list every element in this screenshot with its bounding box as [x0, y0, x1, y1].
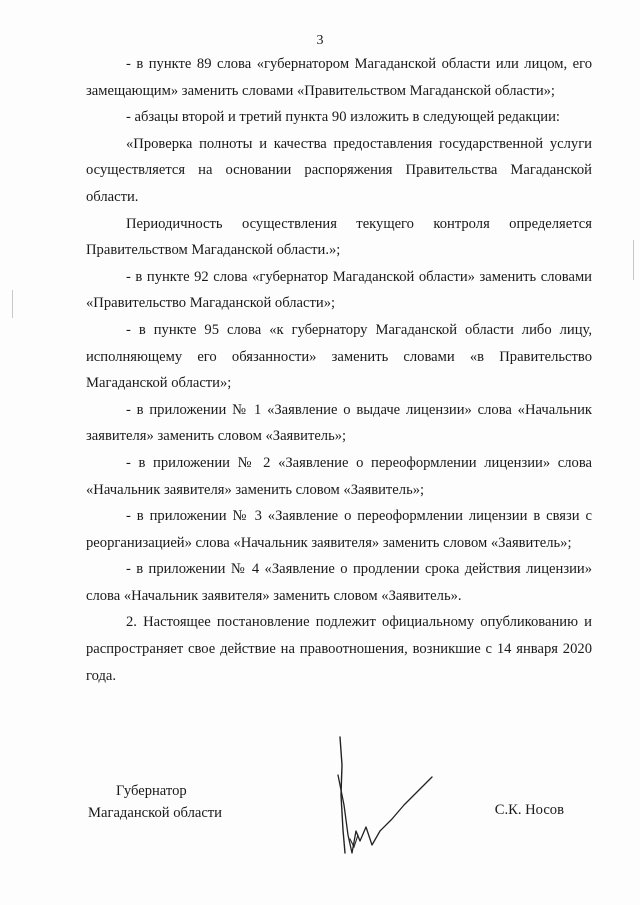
amendment-paragraph-point-95: - в пункте 95 слова «к губернатору Магаданской области либо лицу, исполняющему его обязанности» заменить словами «в Правительство Магаданской области»;	[86, 321, 592, 392]
amendment-paragraph-appendix-4: - в приложении № 4 «Заявление о продлении срока действия лицензии» слова «Начальник заявителя» заменить словом «Заявитель».	[86, 561, 592, 604]
amendment-paragraph-appendix-1: - в приложении № 1 «Заявление о выдаче лицензии» слова «Начальник заявителя» заменить словом «Заявитель»;	[86, 401, 592, 445]
amendment-paragraph-point-92: - в пункте 92 слова «губернатор Магаданской области» заменить словами «Правительство Магаданской области»;	[86, 268, 592, 312]
amendment-paragraph-appendix-3: - в приложении № 3 «Заявление о переоформлении лицензии в связи с реорганизацией» слова «Начальник заявителя» заменить словом «Заявитель»;	[86, 508, 592, 551]
quoted-paragraph-periodicity: Периодичность осуществления текущего контроля определяется Правительством Магаданской области.»;	[86, 215, 592, 259]
quoted-paragraph-verification: «Проверка полноты и качества предоставления государственной услуги осуществляется на основании распоряжения Правительства Магаданской области.	[86, 135, 592, 205]
amendment-paragraph-point-89: - в пункте 89 слова «губернатором Магаданской области или лицом, его замещающим» заменить словами «Правительством Магаданской области»;	[86, 56, 592, 99]
amendment-paragraph-appendix-2: - в приложении № 2 «Заявление о переоформлении лицензии» слова «Начальник заявителя» заменить словом «Заявитель»;	[86, 454, 592, 498]
signature-block	[88, 780, 568, 880]
amendment-paragraph-point-90: - абзацы второй и третий пункта 90 изложить в следующей редакции:	[126, 109, 560, 126]
scan-edge-mark	[633, 240, 634, 280]
page-number: 3	[316, 33, 324, 48]
signatory-title-line-1: Губернатор	[116, 783, 187, 799]
publication-paragraph: 2. Настоящее постановление подлежит официальному опубликованию и распространяет свое действие на правоотношения, возникшие с 14 января 2020 года.	[86, 614, 592, 684]
scan-edge-mark	[12, 290, 13, 318]
document-body	[86, 51, 592, 689]
signatory-name: С.К. Носов	[494, 802, 564, 818]
signatory-title	[88, 780, 222, 824]
signatory-title-line-2: Магаданской области	[88, 805, 222, 821]
